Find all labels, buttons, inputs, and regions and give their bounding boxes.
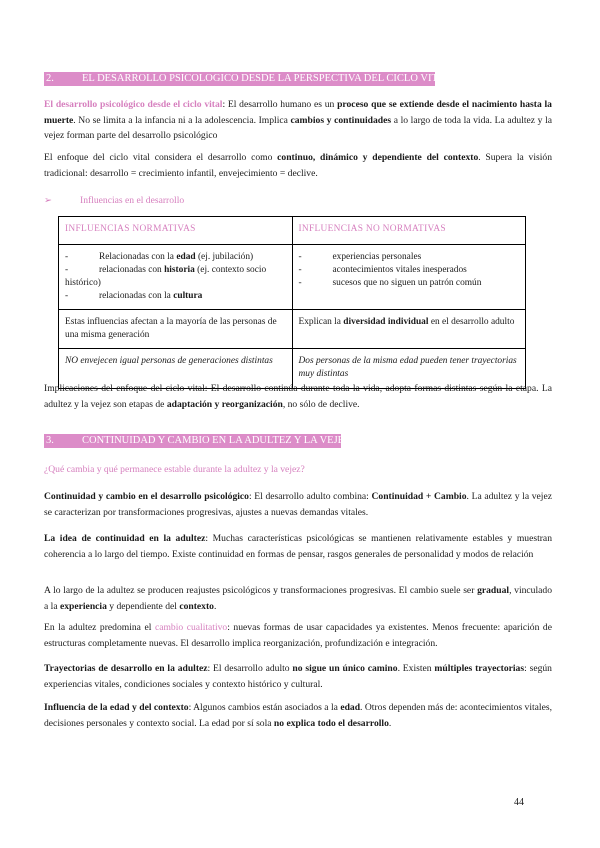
- list-item: - sucesos que no siguen un patrón común: [298, 278, 482, 288]
- table-row: [59, 245, 526, 310]
- paragraph-continuidad-cambio: Continuidad y cambio en el desarrollo psicológico: El desarrollo adulto combina: Continuidad + Cambio. La adultez y la vejez se caracterizan por transformaciones progresivas, ajustes a nuevas demandas vitales.: [44, 491, 552, 518]
- table-cell-normativas-list: [59, 245, 293, 310]
- paragraph-continuidad: La idea de continuidad en la adultez: Muchas características psicológicas se mantienen relativamente estables y muestran coherencia a lo largo del tiempo. Existe continuidad en formas de pensar, rasgos generales de personalidad y modos de relación: [44, 533, 552, 560]
- subheading-influencias: ➢ Influencias en el desarrollo: [44, 195, 185, 206]
- question-heading: ¿Qué cambia y qué permanece estable durante la adultez y la vejez?: [44, 464, 305, 475]
- arrow-bullet-icon: ➢: [44, 195, 53, 206]
- paragraph-reajustes: A lo largo de la adultez se producen reajustes psicológicos y transformaciones progresivas. El cambio suele ser gradual, vinculado a la experiencia y dependiente del contexto.: [44, 585, 552, 612]
- section-heading-3: [44, 434, 351, 448]
- table-header-normativas: INFLUENCIAS NORMATIVAS: [59, 217, 293, 245]
- table-cell: Explican la diversidad individual en el desarrollo adulto: [292, 310, 526, 349]
- paragraph-edad-contexto: Influencia de la edad y del contexto: Algunos cambios están asociados a la edad. Otros dependen más de: acontecimientos vitales, decisiones personales y contexto social. La edad por sí sola no explica todo el desarrollo.: [44, 702, 552, 729]
- table-row: [59, 217, 526, 245]
- term-highlight: El desarrollo psicológico desde el ciclo vital: [44, 99, 223, 110]
- paragraph-ciclo-vital: El desarrollo psicológico desde el ciclo vital: El desarrollo humano es un proceso que se extiende desde el nacimiento hasta la muerte. No se limita a la infancia ni a la adolescencia. Implica cambios y continuidades a lo largo de toda la vida. La adultez y la vejez forman parte del desarrollo psicológico: [44, 99, 552, 141]
- paragraph-enfoque: El enfoque del ciclo vital considera el desarrollo como continuo, dinámico y dependiente del contexto. Supera la visión tradicional: desarrollo = crecimiento infantil, envejecimiento = declive.: [44, 152, 552, 179]
- paragraph-cambio-cualitativo: En la adultez predomina el cambio cualitativo: nuevas formas de usar capacidades ya existentes. Menos frecuente: aparición de estructuras completamente nuevas. El desarrollo implica reorganización, profundización e integración.: [44, 622, 552, 649]
- highlight-term: cambio cualitativo: [154, 622, 228, 633]
- influencias-table: [58, 216, 526, 389]
- paragraph-implicaciones: Implicaciones del enfoque del ciclo vital: El desarrollo continúa durante toda la vida, adopta formas distintas según la etapa. La adultez y la vejez son etapas de adaptación y reorganización, no sólo de declive.: [44, 383, 552, 410]
- section-title: CONTINUIDAD Y CAMBIO EN LA ADULTEZ Y LA VEJEZ: [82, 435, 351, 446]
- table-header-no-normativas: INFLUENCIAS NO NORMATIVAS: [292, 217, 526, 245]
- paragraph-trayectorias: Trayectorias de desarrollo en la adultez: El desarrollo adulto no sigue un único camino. Existen múltiples trayectorias: según experiencias vitales, condiciones sociales y contexto histórico y cultural.: [44, 663, 552, 690]
- section-heading-2: [44, 72, 452, 86]
- list-item: - experiencias personales: [298, 252, 422, 262]
- section-number: 2.: [46, 73, 54, 84]
- section-title: EL DESARROLLO PSICOLOGICO DESDE LA PERSPECTIVA DEL CICLO VITAL: [82, 73, 452, 84]
- table-row: [59, 310, 526, 349]
- table-cell: Estas influencias afectan a la mayoría de las personas de una misma generación: [59, 310, 293, 349]
- list-item: - Relacionadas con la edad (ej. jubilación): [65, 252, 254, 262]
- list-item: - relacionadas con historia (ej. contexto socio histórico): [65, 265, 267, 288]
- page-number: 44: [514, 797, 524, 808]
- table-cell: Dos personas de la misma edad pueden tener trayectorias muy distintas: [292, 349, 526, 389]
- table-cell-no-normativas-list: [292, 245, 526, 310]
- section-number: 3.: [46, 435, 54, 446]
- table-cell: NO envejecen igual personas de generaciones distintas: [59, 349, 293, 389]
- list-item: - acontecimientos vitales inesperados: [298, 265, 467, 275]
- list-item: - relacionadas con la cultura: [65, 291, 203, 301]
